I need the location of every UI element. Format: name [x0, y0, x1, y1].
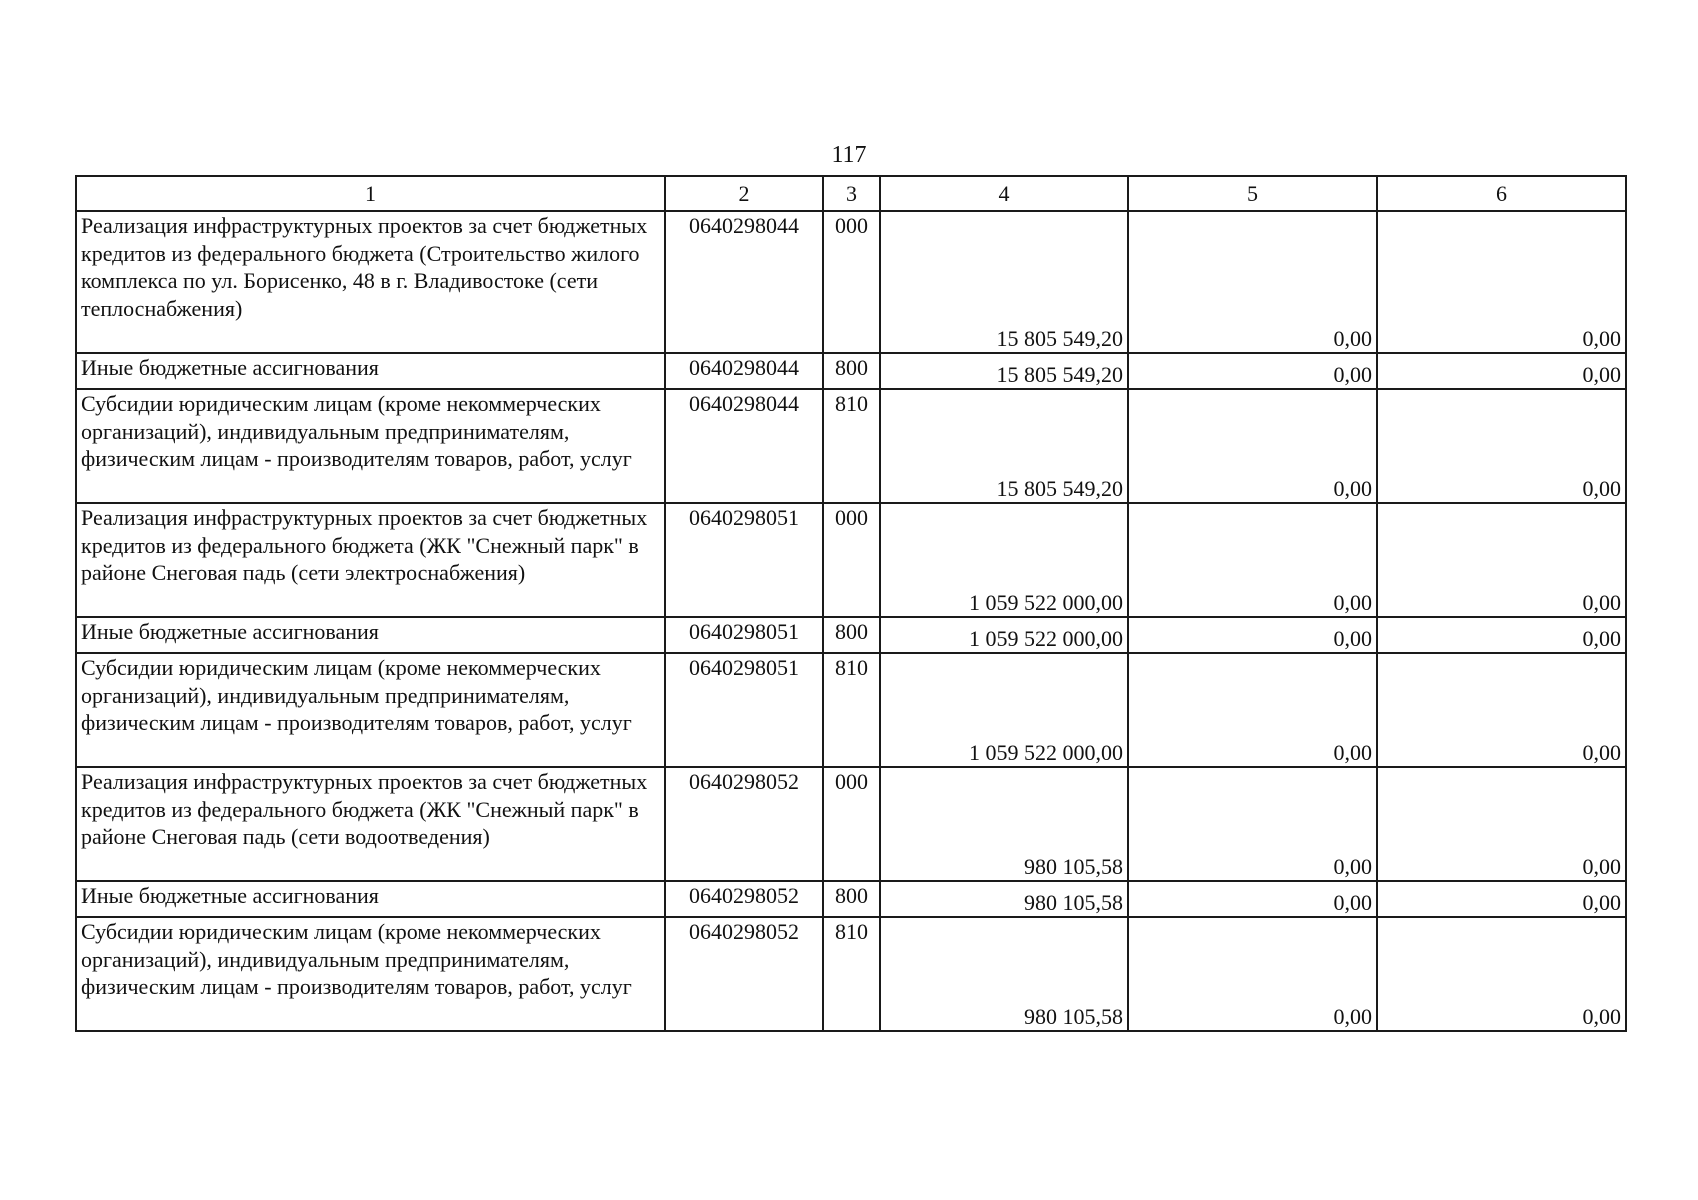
- row-value-col5: 0,00: [1128, 917, 1377, 1031]
- row-value-col4: 1 059 522 000,00: [880, 503, 1128, 617]
- row-value-col4: 1 059 522 000,00: [880, 617, 1128, 653]
- row-vr-code: 800: [823, 353, 880, 389]
- row-csr-code: 0640298044: [665, 211, 823, 353]
- row-vr-code: 000: [823, 211, 880, 353]
- row-name: Субсидии юридическим лицам (кроме некоммерческих организаций), индивидуальным предпринимателям, физическим лицам - производителям товаров, работ, услуг: [76, 653, 665, 767]
- row-value-col4: 980 105,58: [880, 767, 1128, 881]
- row-value-col5: 0,00: [1128, 211, 1377, 353]
- table-header: [76, 176, 1626, 211]
- row-vr-code: 000: [823, 503, 880, 617]
- column-header: 5: [1128, 176, 1377, 211]
- row-csr-code: 0640298052: [665, 767, 823, 881]
- row-csr-code: 0640298044: [665, 353, 823, 389]
- row-name: Реализация инфраструктурных проектов за счет бюджетных кредитов из федерального бюджета (Строительство жилого комплекса по ул. Борисенко, 48 в г. Владивостоке (сети теплоснабжения): [76, 211, 665, 353]
- row-name: Субсидии юридическим лицам (кроме некоммерческих организаций), индивидуальным предпринимателям, физическим лицам - производителям товаров, работ, услуг: [76, 389, 665, 503]
- page-number: 117: [831, 142, 867, 168]
- row-csr-code: 0640298051: [665, 653, 823, 767]
- row-vr-code: 800: [823, 881, 880, 917]
- row-name: Реализация инфраструктурных проектов за счет бюджетных кредитов из федерального бюджета (ЖК "Снежный парк" в районе Снеговая падь (сети водоотведения): [76, 767, 665, 881]
- budget-table: [75, 175, 1627, 1032]
- table-row: [76, 389, 1626, 503]
- column-header: 4: [880, 176, 1128, 211]
- table-body: [76, 211, 1626, 1031]
- row-value-col4: 15 805 549,20: [880, 211, 1128, 353]
- row-value-col6: 0,00: [1377, 653, 1626, 767]
- row-value-col6: 0,00: [1377, 503, 1626, 617]
- row-csr-code: 0640298052: [665, 881, 823, 917]
- row-csr-code: 0640298044: [665, 389, 823, 503]
- row-value-col6: 0,00: [1377, 353, 1626, 389]
- table-row: [76, 617, 1626, 653]
- row-value-col6: 0,00: [1377, 881, 1626, 917]
- row-value-col6: 0,00: [1377, 389, 1626, 503]
- row-value-col6: 0,00: [1377, 617, 1626, 653]
- column-header: 1: [76, 176, 665, 211]
- table-row: [76, 653, 1626, 767]
- table-row: [76, 767, 1626, 881]
- row-value-col4: 15 805 549,20: [880, 353, 1128, 389]
- table-row: [76, 917, 1626, 1031]
- column-header: 6: [1377, 176, 1626, 211]
- row-value-col5: 0,00: [1128, 617, 1377, 653]
- row-value-col5: 0,00: [1128, 503, 1377, 617]
- table-row: [76, 881, 1626, 917]
- row-name: Реализация инфраструктурных проектов за счет бюджетных кредитов из федерального бюджета (ЖК "Снежный парк" в районе Снеговая падь (сети электроснабжения): [76, 503, 665, 617]
- row-value-col5: 0,00: [1128, 389, 1377, 503]
- row-value-col5: 0,00: [1128, 767, 1377, 881]
- row-value-col4: 980 105,58: [880, 917, 1128, 1031]
- table-row: [76, 211, 1626, 353]
- row-value-col4: 15 805 549,20: [880, 389, 1128, 503]
- row-value-col6: 0,00: [1377, 917, 1626, 1031]
- row-name: Иные бюджетные ассигнования: [76, 617, 665, 653]
- row-csr-code: 0640298052: [665, 917, 823, 1031]
- row-vr-code: 800: [823, 617, 880, 653]
- row-name: Иные бюджетные ассигнования: [76, 881, 665, 917]
- table-row: [76, 353, 1626, 389]
- row-value-col5: 0,00: [1128, 353, 1377, 389]
- header-row: [76, 176, 1626, 211]
- row-value-col6: 0,00: [1377, 211, 1626, 353]
- table-row: [76, 503, 1626, 617]
- row-vr-code: 810: [823, 389, 880, 503]
- row-value-col5: 0,00: [1128, 881, 1377, 917]
- row-name: Иные бюджетные ассигнования: [76, 353, 665, 389]
- row-vr-code: 000: [823, 767, 880, 881]
- column-header: 2: [665, 176, 823, 211]
- row-value-col6: 0,00: [1377, 767, 1626, 881]
- row-value-col4: 980 105,58: [880, 881, 1128, 917]
- row-value-col4: 1 059 522 000,00: [880, 653, 1128, 767]
- row-csr-code: 0640298051: [665, 617, 823, 653]
- row-name: Субсидии юридическим лицам (кроме некоммерческих организаций), индивидуальным предпринимателям, физическим лицам - производителям товаров, работ, услуг: [76, 917, 665, 1031]
- row-csr-code: 0640298051: [665, 503, 823, 617]
- column-header: 3: [823, 176, 880, 211]
- row-vr-code: 810: [823, 653, 880, 767]
- row-vr-code: 810: [823, 917, 880, 1031]
- row-value-col5: 0,00: [1128, 653, 1377, 767]
